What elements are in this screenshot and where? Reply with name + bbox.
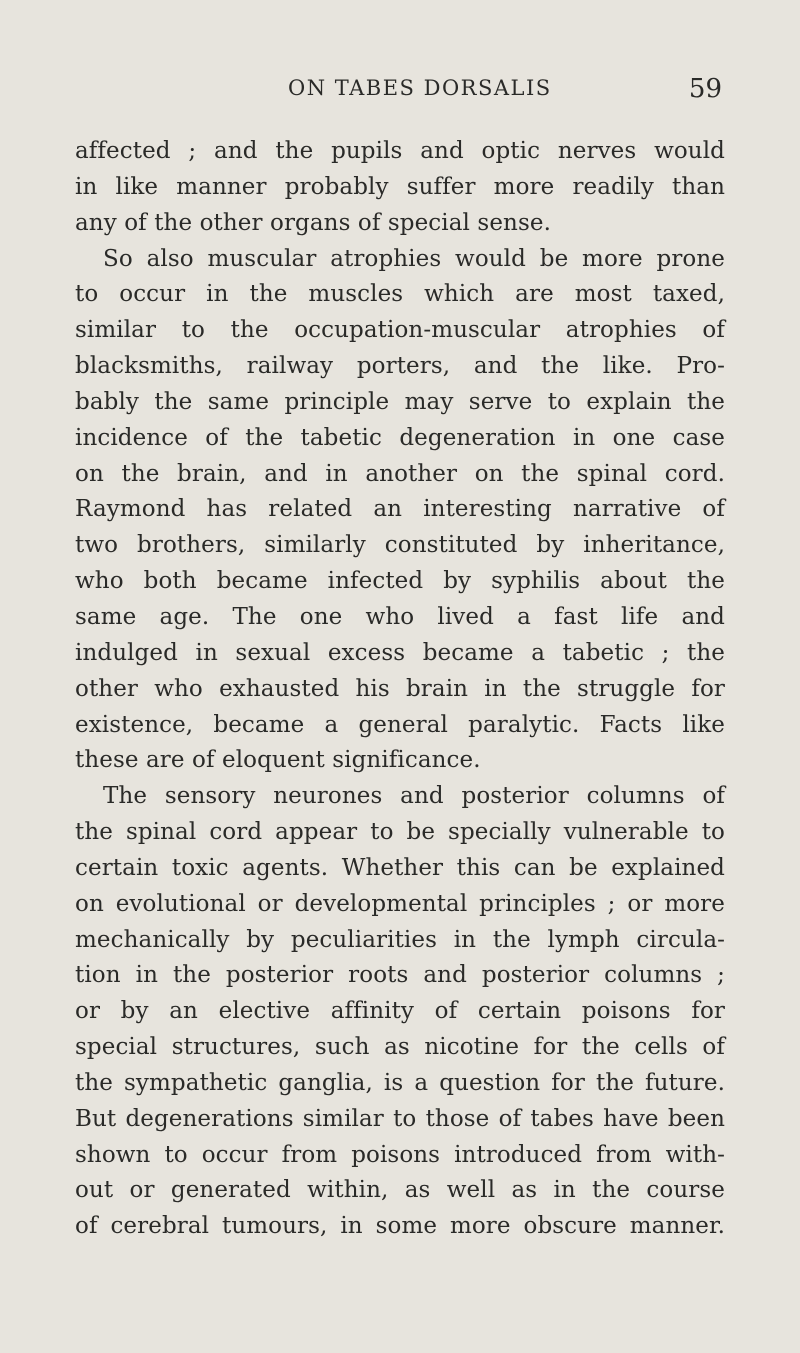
text-line: the spinal cord appear to be specially vulnerable to bbox=[75, 819, 725, 846]
text-line: tion in the posterior roots and posterior columns ; bbox=[75, 962, 725, 989]
text-line: two brothers, similarly constituted by inheritance, bbox=[75, 532, 725, 559]
paragraph-start-line: The sensory neurones and posterior columns of bbox=[103, 783, 725, 810]
text-line: bably the same principle may serve to explain the bbox=[75, 388, 725, 415]
text-line: incidence of the tabetic degeneration in one case bbox=[75, 424, 725, 451]
text-line: other who exhausted his brain in the struggle for bbox=[75, 675, 725, 702]
text-line: special structures, such as nicotine for the cells of bbox=[75, 1034, 725, 1061]
text-line: Raymond has related an interesting narrative of bbox=[75, 496, 725, 523]
text-line: or by an elective affinity of certain poisons for bbox=[75, 998, 725, 1025]
text-line: affected ; and the pupils and optic nerves would bbox=[75, 138, 725, 164]
text-line: to occur in the muscles which are most taxed, bbox=[75, 281, 725, 308]
text-line: blacksmiths, railway porters, and the like. Pro- bbox=[75, 353, 725, 380]
text-line: the sympathetic ganglia, is a question for the future. bbox=[75, 1069, 725, 1096]
text-line: existence, became a general paralytic. Facts like bbox=[75, 711, 725, 738]
text-line: who both became infected by syphilis about the bbox=[75, 568, 725, 595]
text-line: indulged in sexual excess became a tabetic ; the bbox=[75, 639, 725, 666]
text-line: certain toxic agents. Whether this can be explained bbox=[75, 854, 725, 881]
text-line: But degenerations similar to those of tabes have been bbox=[75, 1105, 725, 1132]
text-line: same age. The one who lived a fast life and bbox=[75, 603, 725, 630]
paragraph-start-line: So also muscular atrophies would be more prone bbox=[103, 245, 725, 272]
text-line: similar to the occupation-muscular atrophies of bbox=[75, 317, 725, 344]
text-line: on the brain, and in another on the spinal cord. bbox=[75, 460, 725, 487]
text-line: any of the other organs of special sense. bbox=[75, 209, 551, 236]
text-line: these are of eloquent significance. bbox=[75, 747, 481, 774]
running-title: ON TABES DORSALIS bbox=[288, 76, 552, 100]
text-line: in like manner probably suffer more readily than bbox=[75, 173, 725, 200]
page-number: 59 bbox=[688, 74, 722, 104]
text-line: mechanically by peculiarities in the lymph circula- bbox=[75, 926, 725, 953]
text-line: shown to occur from poisons introduced from with- bbox=[75, 1141, 725, 1168]
body-text bbox=[75, 134, 725, 1245]
text-line: on evolutional or developmental principles ; or more bbox=[75, 890, 725, 917]
text-line: out or generated within, as well as in the course bbox=[75, 1177, 725, 1204]
text-line: of cerebral tumours, in some more obscure manner. bbox=[75, 1213, 725, 1240]
